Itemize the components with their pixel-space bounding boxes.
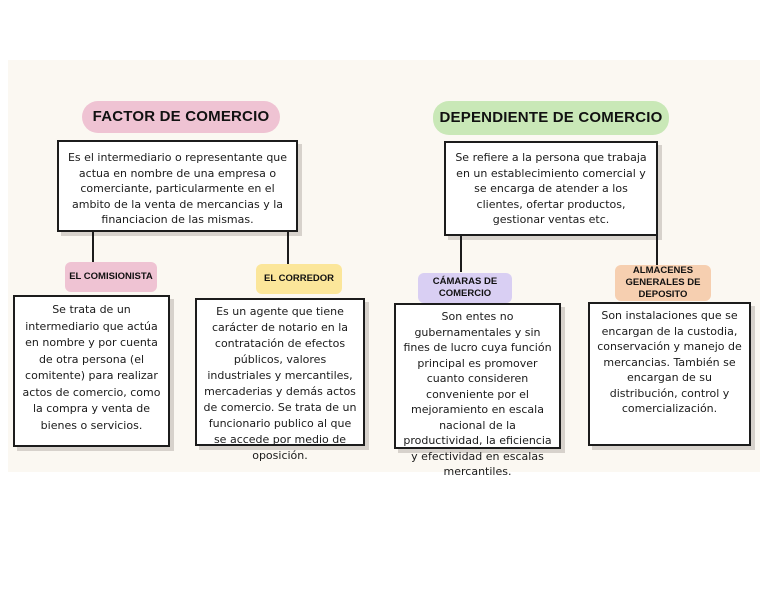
dependiente-de-comercio-description: Se refiere a la persona que trabaja en un establecimiento comercial y se encarga de atender a los clientes, ofertar productos, gestionar ventas etc. [444, 141, 658, 236]
connector-line [287, 232, 289, 268]
factor-de-comercio-title: FACTOR DE COMERCIO [82, 101, 280, 133]
corredor-label: EL CORREDOR [256, 264, 342, 294]
corredor-description: Es un agente que tiene carácter de notario en la contratación de efectos públicos, valores industriales y mercantiles, mercaderias y demás actos de comercio. Se trata de un funcionario publico al que se accede por medio de oposición. [195, 298, 365, 446]
dependiente-de-comercio-title: DEPENDIENTE DE COMERCIO [433, 101, 669, 135]
camaras-de-comercio-label: CÁMARAS DE COMERCIO [418, 273, 512, 303]
comisionista-description: Se trata de un intermediario que actúa en nombre y por cuenta de otra persona (el comitente) para realizar actos de comercio, como la compra y venta de bienes o servicios. [13, 295, 170, 447]
almacenes-generales-description: Son instalaciones que se encargan de la custodia, conservación y manejo de mercancias. También se encargan de su distribución, control y comercialización. [588, 302, 751, 446]
connector-line [656, 236, 658, 266]
comisionista-label: EL COMISIONISTA [65, 262, 157, 292]
factor-de-comercio-description: Es el intermediario o representante que actua en nombre de una empresa o comerciante, particularmente en el ambito de la venta de mercancias y la financiacion de las mismas. [57, 140, 298, 232]
connector-line [460, 236, 462, 272]
almacenes-generales-label: ALMACENES GENERALES DE DEPOSITO [615, 265, 711, 301]
camaras-de-comercio-description: Son entes no gubernamentales y sin fines de lucro cuya función principal es promover cuanto consideren conveniente por el mejoramiento en escala nacional de la productividad, la eficiencia y efectividad en escalas mercantiles. [394, 303, 561, 449]
